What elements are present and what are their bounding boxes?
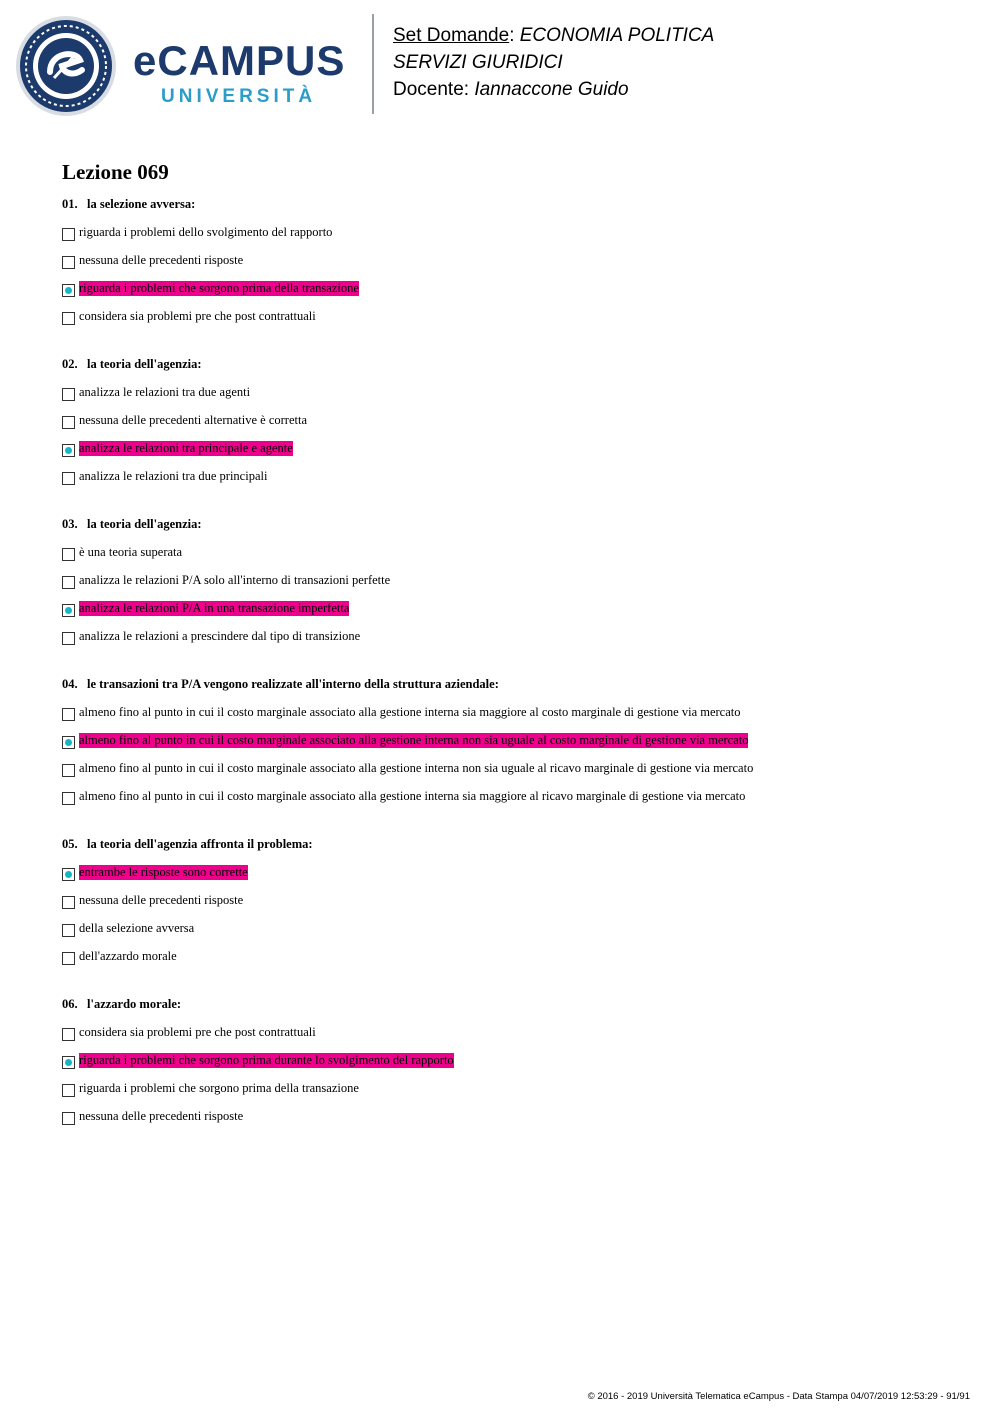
answer-text: almeno fino al punto in cui il costo marginale associato alla gestione interna sia maggiore al ricavo marginale di gestione via mercato <box>79 788 746 803</box>
answer-checkbox[interactable] <box>62 1028 75 1041</box>
answer-checkbox[interactable] <box>62 284 75 297</box>
answer-checkbox[interactable] <box>62 952 75 965</box>
brand-wordmark <box>133 37 363 108</box>
answer-option[interactable] <box>62 411 962 439</box>
answer-option[interactable] <box>62 251 962 279</box>
answer-checkbox[interactable] <box>62 868 75 881</box>
answer-text: considera sia problemi pre che post contrattuali <box>79 308 316 323</box>
answer-option[interactable] <box>62 891 962 919</box>
answer-option[interactable] <box>62 731 962 759</box>
question <box>62 357 962 495</box>
question-number: 06. <box>62 997 78 1011</box>
answer-text: nessuna delle precedenti alternative è corretta <box>79 412 308 427</box>
question-title <box>62 677 962 693</box>
answer-text: riguarda i problemi che sorgono prima della transazione <box>79 1080 359 1095</box>
answer-option[interactable] <box>62 279 962 307</box>
course-line2: SERVIZI GIURIDICI <box>393 52 563 73</box>
answer-checkbox[interactable] <box>62 548 75 561</box>
quiz-content <box>62 160 962 1157</box>
answer-checkbox[interactable] <box>62 764 75 777</box>
header-info <box>393 22 714 103</box>
answer-checkbox[interactable] <box>62 444 75 457</box>
answer-option[interactable] <box>62 223 962 251</box>
question-text: le transazioni tra P/A vengono realizzate all'interno della struttura aziendale: <box>87 677 499 691</box>
answer-text: analizza le relazioni P/A in una transazione imperfetta <box>79 600 350 615</box>
answer-checkbox[interactable] <box>62 792 75 805</box>
question-text: l'azzardo morale: <box>87 997 182 1011</box>
answer-checkbox[interactable] <box>62 604 75 617</box>
question-title <box>62 997 962 1013</box>
answer-text: è una teoria superata <box>79 544 183 559</box>
answer-checkbox[interactable] <box>62 1084 75 1097</box>
question-number: 03. <box>62 517 78 531</box>
answer-text: analizza le relazioni P/A solo all'interno di transazioni perfette <box>79 572 391 587</box>
question-text: la teoria dell'agenzia: <box>87 357 202 371</box>
answer-text: almeno fino al punto in cui il costo marginale associato alla gestione interna non sia uguale al costo marginale di gestione via mercato <box>79 732 749 747</box>
answer-text: riguarda i problemi che sorgono prima durante lo svolgimento del rapporto <box>79 1052 454 1067</box>
page-header <box>0 0 1000 130</box>
answer-checkbox[interactable] <box>62 256 75 269</box>
answer-checkbox[interactable] <box>62 632 75 645</box>
answer-text: almeno fino al punto in cui il costo marginale associato alla gestione interna non sia uguale al ricavo marginale di gestione via mercato <box>79 760 754 775</box>
answer-text: analizza le relazioni tra principale e agente <box>79 440 293 455</box>
brand-sub: UNIVERSITÀ <box>161 86 317 107</box>
answer-text: almeno fino al punto in cui il costo marginale associato alla gestione interna sia maggiore al costo marginale di gestione via mercato <box>79 704 741 719</box>
answer-option[interactable] <box>62 627 962 655</box>
header-divider <box>372 14 374 114</box>
answer-text: della selezione avversa <box>79 920 195 935</box>
lesson-title: Lezione 069 <box>62 160 169 184</box>
answer-option[interactable] <box>62 571 962 599</box>
answer-option[interactable] <box>62 439 962 467</box>
question-text: la teoria dell'agenzia: <box>87 517 202 531</box>
question-number: 01. <box>62 197 78 211</box>
question <box>62 997 962 1135</box>
answer-text: nessuna delle precedenti risposte <box>79 252 244 267</box>
answer-text: analizza le relazioni tra due agenti <box>79 384 251 399</box>
question-text: la selezione avversa: <box>87 197 196 211</box>
answer-option[interactable] <box>62 383 962 411</box>
answer-option[interactable] <box>62 1107 962 1135</box>
question <box>62 197 962 335</box>
answer-checkbox[interactable] <box>62 416 75 429</box>
answer-checkbox[interactable] <box>62 388 75 401</box>
answer-option[interactable] <box>62 703 962 731</box>
answer-checkbox[interactable] <box>62 896 75 909</box>
answer-checkbox[interactable] <box>62 708 75 721</box>
set-label: Set Domande <box>393 25 510 46</box>
teacher-name: Iannaccone Guido <box>474 79 629 100</box>
question <box>62 517 962 655</box>
answer-option[interactable] <box>62 467 962 495</box>
question-title <box>62 357 962 373</box>
answer-option[interactable] <box>62 947 962 975</box>
set-sep: : <box>509 25 520 46</box>
brand-main: eCAMPUS <box>133 37 346 84</box>
question-title <box>62 197 962 213</box>
answer-option[interactable] <box>62 787 962 815</box>
answer-option[interactable] <box>62 863 962 891</box>
answer-text: riguarda i problemi dello svolgimento del rapporto <box>79 224 333 239</box>
answer-option[interactable] <box>62 759 962 787</box>
answer-checkbox[interactable] <box>62 736 75 749</box>
answer-text: considera sia problemi pre che post contrattuali <box>79 1024 316 1039</box>
answer-text: dell'azzardo morale <box>79 948 177 963</box>
answer-checkbox[interactable] <box>62 1056 75 1069</box>
answer-option[interactable] <box>62 1023 962 1051</box>
answer-text: nessuna delle precedenti risposte <box>79 1108 244 1123</box>
answer-checkbox[interactable] <box>62 576 75 589</box>
answer-checkbox[interactable] <box>62 472 75 485</box>
answer-text: nessuna delle precedenti risposte <box>79 892 244 907</box>
answer-option[interactable] <box>62 543 962 571</box>
question <box>62 677 962 815</box>
answer-text: analizza le relazioni a prescindere dal tipo di transizione <box>79 628 361 643</box>
question <box>62 837 962 975</box>
question-number: 05. <box>62 837 78 851</box>
answer-option[interactable] <box>62 919 962 947</box>
question-number: 04. <box>62 677 78 691</box>
set-line <box>393 22 714 49</box>
answer-option[interactable] <box>62 307 962 335</box>
answer-option[interactable] <box>62 599 962 627</box>
course-name: ECONOMIA POLITICA <box>519 25 715 46</box>
answer-text: entrambe le risposte sono corrette <box>79 864 248 879</box>
question-title <box>62 517 962 533</box>
page-footer: © 2016 - 2019 Università Telematica eCampus - Data Stampa 04/07/2019 12:53:29 - 91/91 <box>587 1391 970 1402</box>
teacher-line <box>393 76 714 103</box>
answer-option[interactable] <box>62 1051 962 1079</box>
question-number: 02. <box>62 357 78 371</box>
answer-checkbox[interactable] <box>62 228 75 241</box>
question-text: la teoria dell'agenzia affronta il problema: <box>87 837 313 851</box>
teacher-label: Docente: <box>393 79 475 100</box>
answer-checkbox[interactable] <box>62 1112 75 1125</box>
answer-option[interactable] <box>62 1079 962 1107</box>
answer-checkbox[interactable] <box>62 924 75 937</box>
question-title <box>62 837 962 853</box>
answer-checkbox[interactable] <box>62 312 75 325</box>
answer-text: riguarda i problemi che sorgono prima della transazione <box>79 280 359 295</box>
question-list <box>62 197 962 1135</box>
answer-text: analizza le relazioni tra due principali <box>79 468 268 483</box>
ecampus-seal-icon <box>14 14 118 118</box>
